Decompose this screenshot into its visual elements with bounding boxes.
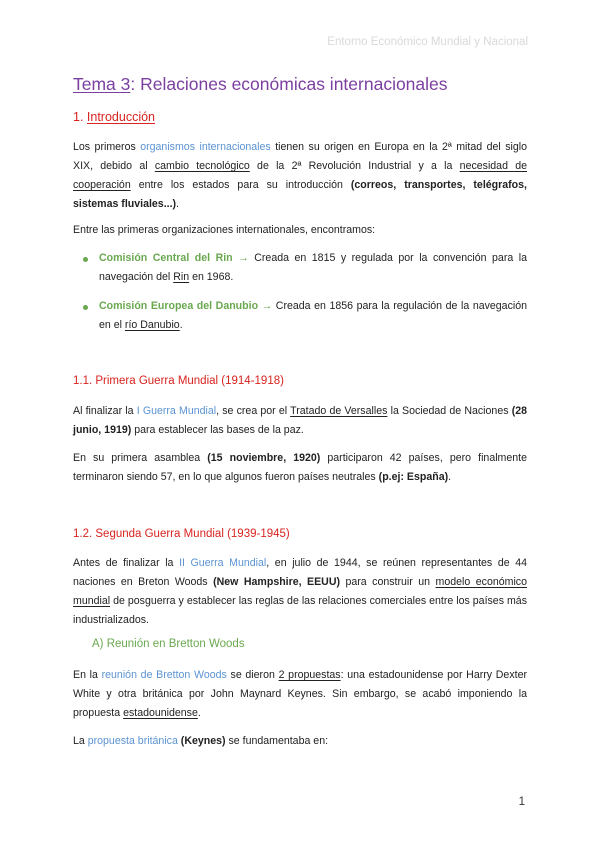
highlight-i-guerra: I Guerra Mundial bbox=[136, 405, 217, 417]
page-number: 1 bbox=[518, 796, 525, 808]
section-title: Introducción bbox=[86, 110, 156, 124]
chapter-colon: : bbox=[130, 74, 136, 94]
text-run: Antes de finalizar la bbox=[73, 557, 180, 569]
highlight-organismos: organismos internacionales bbox=[140, 141, 271, 153]
text-run: En su primera asamblea bbox=[73, 452, 208, 464]
text-run: : una estadounidense por Harry Dexter White y otra británica por John Maynard Keynes. Sin embargo, se acabó imponiendo la propuesta bbox=[73, 669, 527, 719]
section-heading-introduccion bbox=[73, 110, 155, 124]
text-run: , se crea por el bbox=[216, 405, 291, 417]
underline-modelo: modelo económico mundial bbox=[73, 576, 527, 607]
underline-cambio-tecnologico: cambio tecnológico bbox=[154, 160, 250, 172]
text-run: . bbox=[179, 319, 183, 331]
section-heading-segunda-guerra: 1.2. Segunda Guerra Mundial (1939-1945) bbox=[73, 528, 290, 540]
chapter-title bbox=[73, 74, 448, 95]
bold-example: (p.ej: España) bbox=[378, 471, 449, 483]
text-run: Creada en 1815 y regulada por la convención para la navegación del bbox=[99, 252, 527, 283]
text-run: de la 2ª Revolución Industrial y a la bbox=[249, 160, 460, 172]
bullet-dot bbox=[83, 257, 88, 262]
text-run: participaron 42 países, pero finalmente terminaron siendo 57, en lo que algunos fueron países neutrales bbox=[73, 452, 528, 483]
underline-rin: Rin bbox=[173, 271, 190, 283]
list-item-rin bbox=[99, 249, 527, 287]
chapter-title-text: Relaciones económicas internacionales bbox=[135, 74, 448, 94]
underline-propuestas: 2 propuestas bbox=[278, 669, 341, 681]
paragraph-asamblea bbox=[73, 449, 527, 487]
underline-danubio: río Danubio bbox=[124, 319, 180, 331]
paragraph-organizaciones: Entre las primeras organizaciones internationales, encontramos: bbox=[73, 224, 376, 236]
text-run: se dieron bbox=[226, 669, 279, 681]
text-run: En la bbox=[73, 669, 102, 681]
bullet-label: Comisión Europea del Danubio bbox=[99, 300, 259, 312]
bullet-dot bbox=[83, 305, 88, 310]
text-run: La bbox=[73, 735, 88, 747]
text-run: Creada en 1856 para la regulación de la navegación en el bbox=[99, 300, 528, 331]
subheading-bretton-woods: A) Reunión en Bretton Woods bbox=[92, 638, 245, 650]
bullet-label: Comisión Central del Rin bbox=[99, 252, 233, 264]
bold-examples: (correos, transportes, telégrafos, sistemas fluviales...) bbox=[73, 179, 527, 210]
underline-estadounidense: estadounidense bbox=[123, 707, 198, 719]
bold-date: (28 junio, 1919) bbox=[73, 405, 528, 436]
section-number: 1. bbox=[73, 110, 87, 124]
chapter-number: Tema 3 bbox=[73, 74, 131, 94]
paragraph-keynes bbox=[73, 732, 527, 751]
text-run: la Sociedad de Naciones bbox=[387, 405, 512, 417]
text-run: se fundamentaba en: bbox=[225, 735, 329, 747]
underline-versalles: Tratado de Versalles bbox=[290, 405, 388, 417]
arrow-icon: → bbox=[232, 252, 255, 264]
bold-location: (New Hampshire, EEUU) bbox=[213, 576, 341, 588]
bold-date: (15 noviembre, 1920) bbox=[207, 452, 321, 464]
text-run: Al finalizar la bbox=[73, 405, 137, 417]
running-header: Entorno Económico Mundial y Nacional bbox=[327, 36, 528, 48]
text-run: . bbox=[197, 707, 201, 719]
arrow-icon: → bbox=[258, 300, 276, 312]
text-run: , en julio de 1944, se reúnen representantes de 44 naciones en Breton Woods bbox=[73, 557, 527, 588]
underline-necesidad: necesidad de cooperación bbox=[73, 160, 527, 191]
paragraph-intro bbox=[73, 138, 527, 214]
section-heading-primera-guerra: 1.1. Primera Guerra Mundial (1914-1918) bbox=[73, 375, 284, 387]
text-run: entre los estados para su introducción bbox=[130, 179, 351, 191]
paragraph-versalles bbox=[73, 402, 527, 440]
text-run: para construir un bbox=[340, 576, 436, 588]
text-run: . bbox=[176, 198, 179, 210]
paragraph-propuestas bbox=[73, 666, 527, 723]
highlight-propuesta-britanica: propuesta británica bbox=[87, 735, 178, 747]
text-run: en 1968. bbox=[189, 271, 234, 283]
highlight-ii-guerra: II Guerra Mundial bbox=[179, 557, 267, 569]
text-run: tienen su origen en Europa en la 2ª mitad del siglo XIX, debido al bbox=[73, 141, 527, 172]
text-run: de posguerra y establecer las reglas de las relaciones comerciales entre los países más industrializados. bbox=[73, 595, 527, 626]
paragraph-breton-woods bbox=[73, 554, 527, 630]
text-run: Los primeros bbox=[73, 141, 141, 153]
text-run: para establecer las bases de la paz. bbox=[131, 424, 304, 436]
text-run: . bbox=[448, 471, 452, 483]
list-item-danubio bbox=[99, 297, 527, 335]
bold-keynes: (Keynes) bbox=[180, 735, 226, 747]
highlight-reunion: reunión de Bretton Woods bbox=[101, 669, 227, 681]
